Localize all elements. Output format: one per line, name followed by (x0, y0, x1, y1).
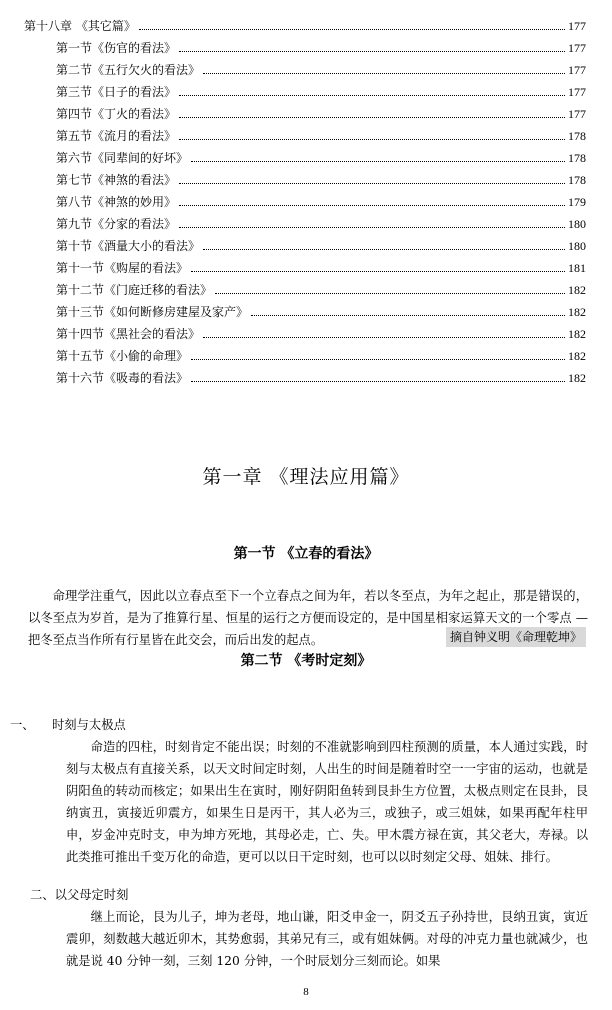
subheading-1-paragraph: 命造的四柱，时刻肯定不能出误；时刻的不准就影响到四柱预测的质量，本人通过实践，时刻与太极点有直接关系，以天文时间定时刻，人出生的时间是随着时空一一宇宙的运动，也就是阴阳鱼的转动而核定；如果出生在寅时，刚好阴阳鱼转到艮卦生方位置，太极点则定在艮卦，艮纳寅丑，寅接近卯震方，如果生日是丙干，其人必为三，或独子，或三姐妹，如果再配年柱甲申，岁金冲克时支，申为坤方死地，其母必走，亡、失。甲木震方禄在寅，其父老大，寿禄。以此类推可推出千变万化的命造，更可以以日干定时刻，也可以以时刻定父母、姐妹、排行。 (66, 740, 588, 864)
toc-entry (0, 102, 612, 124)
toc-entry (0, 190, 612, 212)
toc-leader-dots (179, 80, 565, 96)
toc-entry (0, 14, 612, 36)
toc-entry-title: 第八节《神煞的妙用》 (56, 195, 177, 209)
toc-entry (0, 300, 612, 322)
toc-leader-dots (191, 146, 565, 162)
toc-entry-page: 182 (568, 371, 586, 385)
toc-entry-page: 180 (568, 217, 586, 231)
chapter-title: 第一章 《理法应用篇》 (202, 466, 410, 488)
toc-entry-title: 第十三节《如何断修房建屋及家产》 (56, 305, 249, 319)
toc-entry-page: 179 (568, 195, 586, 209)
toc-entry-title: 第十八章 《其它篇》 (24, 19, 136, 33)
toc-entry-page: 177 (568, 19, 586, 33)
page-number: 8 (303, 986, 309, 998)
subheading-2-paragraph: 继上而论，艮为儿子，坤为老母，地山谦，阳爻申金一，阴爻五子孙持世，艮纳丑寅，寅近震卯，刻数越大越近卯木，其势愈弱，其弟兄有三，或有姐妹俩。对母的冲克力量也就减少，也就是说 40 分钟一刻，三刻 120 分钟，一个时辰划分三刻而论。如果 (66, 910, 588, 968)
toc-entry (0, 58, 612, 80)
toc-leader-dots (139, 14, 565, 30)
toc-entry-title: 第十一节《购屋的看法》 (56, 261, 189, 275)
toc-entry-title: 第七节《神煞的看法》 (56, 173, 177, 187)
toc-leader-dots (203, 322, 565, 338)
toc-leader-dots (179, 124, 565, 140)
toc-entry (0, 146, 612, 168)
toc-leader-dots (191, 344, 565, 360)
toc-entry-title: 第一节《伤官的看法》 (56, 41, 177, 55)
toc-entry-page: 178 (568, 151, 586, 165)
toc-leader-dots (215, 278, 565, 294)
toc-leader-dots (191, 366, 565, 382)
source-citation: 摘自钟义明《命理乾坤》 (446, 627, 586, 647)
toc-entry (0, 366, 612, 388)
toc-entry-page: 182 (568, 305, 586, 319)
toc-entry-title: 第十二节《门庭迁移的看法》 (56, 283, 213, 297)
section1-title: 第一节 《立春的看法》 (233, 546, 379, 562)
toc-entry (0, 344, 612, 366)
toc-entry-page: 177 (568, 63, 586, 77)
toc-entry-title: 第四节《丁火的看法》 (56, 107, 177, 121)
toc-leader-dots (203, 58, 565, 74)
toc-leader-dots (191, 256, 565, 272)
section1-paragraph: 命理学注重气，因此以立春点至下一个立春点之间为年，若以冬至点，为年之起止，那是错误的，以冬至点为岁首，是为了推算行星、恒星的运行之方便而设定的，是中国星相家运算天文的一个零点 —把冬至点当作所有行星皆在此交会，而后出发的起点。 (28, 589, 588, 647)
subheading-1-title: 时刻与太极点 (52, 718, 126, 732)
section2-title: 第二节 《考时定刻》 (240, 653, 372, 669)
subheading-1 (10, 715, 410, 735)
toc-leader-dots (179, 168, 565, 184)
toc-entry-page: 182 (568, 349, 586, 363)
toc-entry (0, 168, 612, 190)
toc-leader-dots (179, 36, 565, 52)
toc-entry-page: 181 (568, 261, 586, 275)
toc-entry-page: 182 (568, 327, 586, 341)
toc-entry-page: 182 (568, 283, 586, 297)
toc-leader-dots (179, 212, 565, 228)
toc-entry-title: 第十四节《黑社会的看法》 (56, 327, 201, 341)
toc-entry-page: 180 (568, 239, 586, 253)
toc-leader-dots (203, 234, 565, 250)
toc-entry-title: 第五节《流月的看法》 (56, 129, 177, 143)
toc-leader-dots (251, 300, 565, 316)
toc-entry-page: 178 (568, 129, 586, 143)
toc-entry (0, 234, 612, 256)
toc-entry-page: 178 (568, 173, 586, 187)
toc-entry-page: 177 (568, 107, 586, 121)
toc-leader-dots (179, 190, 565, 206)
table-of-contents (0, 14, 612, 388)
toc-entry-title: 第十五节《小偷的命理》 (56, 349, 189, 363)
toc-entry (0, 278, 612, 300)
toc-entry (0, 256, 612, 278)
toc-entry-page: 177 (568, 85, 586, 99)
toc-entry (0, 322, 612, 344)
toc-entry-title: 第三节《日子的看法》 (56, 85, 177, 99)
toc-entry-title: 第二节《五行欠火的看法》 (56, 63, 201, 77)
subheading-1-number: 一、 (10, 718, 35, 732)
toc-entry-page: 177 (568, 41, 586, 55)
toc-entry-title: 第十节《酒量大小的看法》 (56, 239, 201, 253)
toc-entry-title: 第十六节《吸毒的看法》 (56, 371, 189, 385)
toc-entry-title: 第六节《同辈间的好坏》 (56, 151, 189, 165)
toc-leader-dots (179, 102, 565, 118)
toc-entry (0, 212, 612, 234)
subheading-2: 二、以父母定时刻 (30, 888, 129, 902)
toc-entry (0, 80, 612, 102)
toc-entry-title: 第九节《分家的看法》 (56, 217, 177, 231)
toc-entry (0, 124, 612, 146)
toc-entry (0, 36, 612, 58)
